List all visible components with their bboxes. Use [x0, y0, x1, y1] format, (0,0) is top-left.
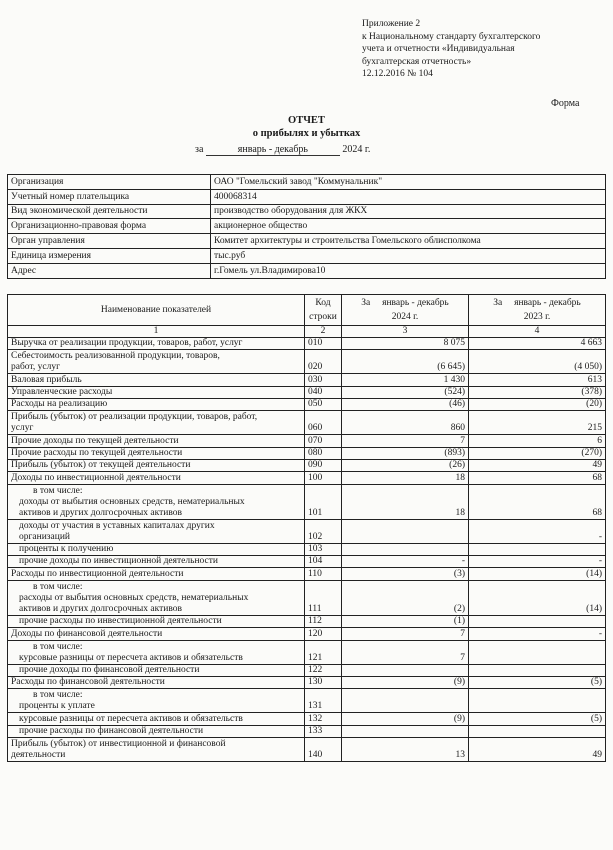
table-row: [8, 738, 606, 762]
org-info-value: производство оборудования для ЖКХ: [211, 204, 606, 219]
row-name-line: прочие доходы по инвестиционной деятельности: [19, 556, 218, 567]
table-header-row: [8, 295, 606, 326]
row-current-value: [342, 543, 469, 555]
row-previous-value: 613: [469, 374, 606, 386]
row-name-line: курсовые разницы от пересчета активов и обязательств: [19, 652, 243, 663]
header-previous-line1: За январь - декабрь: [493, 298, 581, 308]
row-name-line: организаций: [19, 531, 71, 542]
row-previous-value: [469, 543, 606, 555]
row-name-line: доходы от выбытия основных средств, нематериальных: [19, 496, 245, 507]
table-row: [8, 447, 606, 459]
row-code: 110: [305, 568, 342, 580]
table-row: [8, 543, 606, 555]
row-current-value: (1): [342, 616, 469, 628]
row-current-value: (46): [342, 398, 469, 410]
table-row: [8, 628, 606, 640]
report-subtitle: о прибылях и убытках: [252, 128, 361, 139]
row-name: [8, 677, 305, 689]
header-code: [305, 295, 342, 326]
appendix-line: Приложение 2: [362, 19, 421, 29]
row-current-value: (9): [342, 677, 469, 689]
header-code-line2: строки: [309, 312, 337, 322]
row-name: [8, 725, 305, 737]
row-name: [8, 447, 305, 459]
period-prefix: за: [195, 144, 204, 155]
period-months: январь - декабрь: [206, 144, 340, 156]
row-code: 070: [305, 435, 342, 447]
row-current-value: [342, 725, 469, 737]
table-row: [8, 689, 606, 713]
table-row: [8, 350, 606, 374]
row-code: 132: [305, 713, 342, 725]
row-name-line: Прочие доходы по текущей деятельности: [11, 435, 179, 446]
row-current-value: (6 645): [342, 350, 469, 374]
row-previous-value: -: [469, 556, 606, 568]
row-code: 030: [305, 374, 342, 386]
row-name-line: расходы от выбытия основных средств, нематериальных: [19, 593, 249, 604]
col-number: 2: [305, 326, 342, 338]
org-info-value: акционерное общество: [211, 219, 606, 234]
row-name: [8, 664, 305, 676]
row-name-line: Доходы по инвестиционной деятельности: [11, 472, 181, 483]
row-name: [8, 713, 305, 725]
row-name-line: Доходы по финансовой деятельности: [11, 628, 163, 639]
row-code: 104: [305, 556, 342, 568]
row-name: [8, 556, 305, 568]
row-previous-value: 49: [469, 459, 606, 471]
row-previous-value: (20): [469, 398, 606, 410]
row-code: 050: [305, 398, 342, 410]
row-name: [8, 435, 305, 447]
col-number: 4: [469, 326, 606, 338]
row-name: [8, 338, 305, 350]
profit-loss-table: [7, 294, 606, 762]
row-current-value: [342, 519, 469, 543]
appendix-line: бухгалтерская отчетность»: [362, 56, 472, 67]
row-name-line: проценты к получению: [19, 544, 114, 555]
org-info-value: Комитет архитектуры и строительства Гомельского облисполкома: [211, 234, 606, 249]
row-current-value: 18: [342, 472, 469, 484]
row-previous-value: [469, 616, 606, 628]
table-row: [8, 386, 606, 398]
header-current-line2: 2024 г.: [391, 312, 419, 322]
row-name: [8, 459, 305, 471]
row-name-line: Себестоимость реализованной продукции, товаров,: [11, 351, 220, 362]
row-name-line: услуг: [11, 423, 34, 434]
table-row: [8, 640, 606, 664]
row-current-value: (26): [342, 459, 469, 471]
appendix-block: [362, 18, 602, 81]
row-name: [8, 640, 305, 664]
col-number: 3: [342, 326, 469, 338]
org-info-row: [8, 234, 606, 249]
row-previous-value: (14): [469, 580, 606, 615]
row-name: [8, 519, 305, 543]
row-current-value: 18: [342, 484, 469, 519]
row-name-line: активов и других долгосрочных активов: [19, 604, 183, 615]
row-previous-value: (270): [469, 447, 606, 459]
row-current-value: 7: [342, 640, 469, 664]
org-info-value: ОАО "Гомельский завод "Коммунальник": [211, 175, 606, 190]
table-row: [8, 374, 606, 386]
row-name: [8, 386, 305, 398]
row-previous-value: [469, 640, 606, 664]
row-name: [8, 616, 305, 628]
appendix-line: к Национальному стандарту бухгалтерского: [362, 31, 541, 42]
org-info-row: [8, 248, 606, 263]
table-row: [8, 580, 606, 615]
row-name: [8, 484, 305, 519]
row-name-line: в том числе:: [33, 690, 83, 701]
row-code: 133: [305, 725, 342, 737]
row-name: [8, 568, 305, 580]
table-row: [8, 338, 606, 350]
report-title: ОТЧЕТ: [288, 115, 325, 126]
table-row: [8, 568, 606, 580]
row-name: [8, 350, 305, 374]
row-code: 130: [305, 677, 342, 689]
table-row: [8, 411, 606, 435]
row-previous-value: -: [469, 519, 606, 543]
table-row: [8, 398, 606, 410]
org-info-value: 400068314: [211, 189, 606, 204]
period-year: 2024 г.: [342, 144, 371, 155]
report-period: [195, 144, 370, 156]
row-name: [8, 628, 305, 640]
header-code-line1: Код: [315, 298, 331, 308]
table-row: [8, 472, 606, 484]
header-previous-line2: 2023 г.: [523, 312, 551, 322]
org-info-value: тыс.руб: [211, 248, 606, 263]
table-row: [8, 616, 606, 628]
row-name: [8, 689, 305, 713]
org-info-row: [8, 219, 606, 234]
row-previous-value: [469, 689, 606, 713]
row-name-line: прочие расходы по инвестиционной деятельности: [19, 616, 222, 627]
org-info-row: [8, 204, 606, 219]
header-current-line1: За январь - декабрь: [361, 298, 449, 308]
row-name-line: Расходы на реализацию: [11, 399, 108, 410]
col-number: 1: [8, 326, 305, 338]
table-row: [8, 435, 606, 447]
row-name-line: Прибыль (убыток) от реализации продукции, товаров, работ,: [11, 412, 258, 423]
row-name-line: прочие доходы по финансовой деятельности: [19, 665, 200, 676]
row-name-line: работ, услуг: [11, 362, 60, 373]
table-row: [8, 725, 606, 737]
row-current-value: -: [342, 556, 469, 568]
row-name-line: Прочие расходы по текущей деятельности: [11, 447, 183, 458]
row-name-line: Валовая прибыль: [11, 374, 82, 385]
row-previous-value: 215: [469, 411, 606, 435]
org-info-label: Вид экономической деятельности: [8, 204, 211, 219]
row-previous-value: (378): [469, 386, 606, 398]
appendix-line: 12.12.2016 № 104: [362, 69, 433, 79]
row-code: 090: [305, 459, 342, 471]
organization-info-table: [7, 174, 606, 279]
row-name-line: в том числе:: [33, 485, 83, 496]
row-code: 111: [305, 580, 342, 615]
table-row: [8, 519, 606, 543]
row-code: 112: [305, 616, 342, 628]
row-name: [8, 738, 305, 762]
row-name-line: доходы от участия в уставных капиталах других: [19, 520, 215, 531]
row-current-value: [342, 689, 469, 713]
column-number-row: [8, 326, 606, 338]
org-info-label: Организация: [8, 175, 211, 190]
row-current-value: 7: [342, 435, 469, 447]
row-name-line: Расходы по финансовой деятельности: [11, 677, 165, 688]
header-name: Наименование показателей: [8, 295, 305, 326]
org-info-label: Орган управления: [8, 234, 211, 249]
row-code: 121: [305, 640, 342, 664]
row-code: 102: [305, 519, 342, 543]
row-previous-value: (5): [469, 677, 606, 689]
row-current-value: (9): [342, 713, 469, 725]
row-current-value: (893): [342, 447, 469, 459]
row-code: 060: [305, 411, 342, 435]
row-previous-value: 68: [469, 484, 606, 519]
appendix-line: учета и отчетности «Индивидуальная: [362, 44, 515, 54]
row-previous-value: -: [469, 628, 606, 640]
table-row: [8, 459, 606, 471]
row-code: 101: [305, 484, 342, 519]
row-code: 010: [305, 338, 342, 350]
org-info-row: [8, 189, 606, 204]
row-code: 120: [305, 628, 342, 640]
row-name-line: Расходы по инвестиционной деятельности: [11, 568, 184, 579]
row-current-value: 8 075: [342, 338, 469, 350]
table-row: [8, 677, 606, 689]
row-code: 020: [305, 350, 342, 374]
row-current-value: 13: [342, 738, 469, 762]
row-code: 131: [305, 689, 342, 713]
row-name-line: проценты к уплате: [19, 701, 95, 712]
table-row: [8, 556, 606, 568]
row-name: [8, 472, 305, 484]
row-current-value: (524): [342, 386, 469, 398]
row-code: 100: [305, 472, 342, 484]
row-name: [8, 411, 305, 435]
org-info-label: Адрес: [8, 263, 211, 278]
row-name-line: активов и других долгосрочных активов: [19, 507, 183, 518]
row-previous-value: 6: [469, 435, 606, 447]
table-row: [8, 484, 606, 519]
row-previous-value: [469, 664, 606, 676]
row-previous-value: 68: [469, 472, 606, 484]
table-row: [8, 713, 606, 725]
row-name-line: прочие расходы по финансовой деятельности: [19, 726, 204, 736]
row-previous-value: (5): [469, 713, 606, 725]
org-info-label: Единица измерения: [8, 248, 211, 263]
row-code: 040: [305, 386, 342, 398]
row-code: 103: [305, 543, 342, 555]
row-name: [8, 580, 305, 615]
row-previous-value: (14): [469, 568, 606, 580]
row-current-value: 7: [342, 628, 469, 640]
row-previous-value: 49: [469, 738, 606, 762]
row-previous-value: (4 050): [469, 350, 606, 374]
header-previous-period: [469, 295, 606, 326]
row-code: 080: [305, 447, 342, 459]
org-info-row: [8, 263, 606, 278]
row-previous-value: [469, 725, 606, 737]
row-current-value: (3): [342, 568, 469, 580]
row-name-line: курсовые разницы от пересчета активов и обязательств: [19, 713, 243, 724]
row-name-line: деятельности: [11, 749, 66, 760]
org-info-row: [8, 175, 606, 190]
row-current-value: (2): [342, 580, 469, 615]
header-current-period: [342, 295, 469, 326]
org-info-label: Организационно-правовая форма: [8, 219, 211, 234]
row-name-line: в том числе:: [33, 641, 83, 652]
row-code: 140: [305, 738, 342, 762]
row-name: [8, 543, 305, 555]
row-current-value: 1 430: [342, 374, 469, 386]
row-current-value: [342, 664, 469, 676]
row-name: [8, 398, 305, 410]
org-info-value: г.Гомель ул.Владимирова10: [211, 263, 606, 278]
row-code: 122: [305, 664, 342, 676]
row-name-line: Прибыль (убыток) от текущей деятельности: [11, 460, 191, 471]
row-name-line: Выручка от реализации продукции, товаров, работ, услуг: [11, 338, 243, 349]
row-name-line: Прибыль (убыток) от инвестиционной и финансовой: [11, 738, 226, 749]
row-previous-value: 4 663: [469, 338, 606, 350]
row-name-line: Управленческие расходы: [11, 386, 113, 397]
row-name: [8, 374, 305, 386]
row-name-line: в том числе:: [33, 582, 83, 593]
form-label: Форма: [551, 98, 580, 109]
row-current-value: 860: [342, 411, 469, 435]
org-info-label: Учетный номер плательщика: [8, 189, 211, 204]
table-row: [8, 664, 606, 676]
